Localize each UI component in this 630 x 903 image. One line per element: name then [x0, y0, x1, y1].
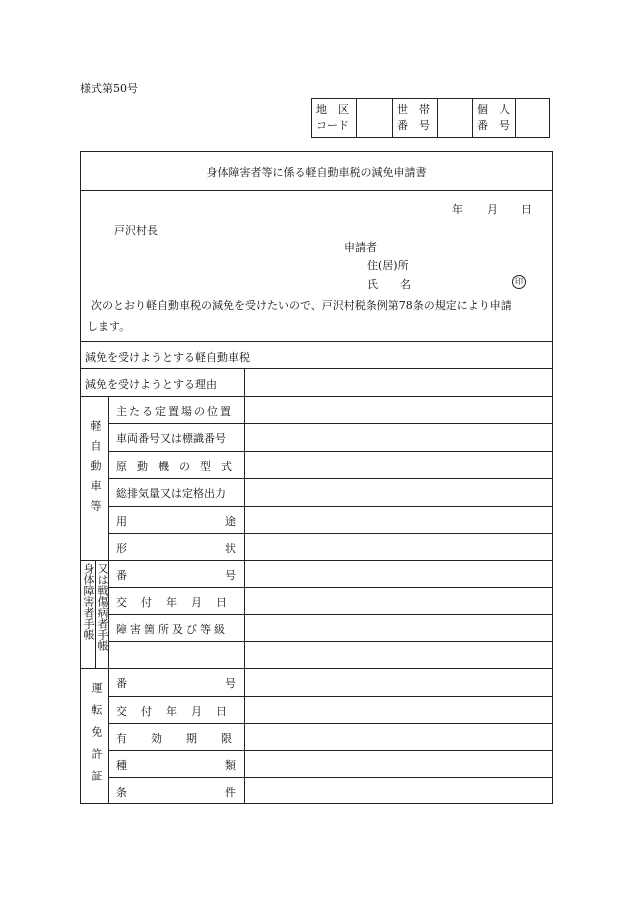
date-month: 月	[487, 203, 498, 216]
vehicle-row-use: 用 途	[116, 515, 236, 528]
handbook-label-left: 身体障害者手帳	[82, 563, 95, 640]
code-box	[311, 98, 550, 138]
reason-label: 減免を受けようとする理由	[85, 378, 217, 391]
vehicle-row-location: 主たる定置場の位置	[116, 405, 233, 418]
name-label: 氏 名	[367, 278, 411, 291]
handbook-row-disability: 障害箇所及び等級	[116, 623, 228, 636]
license-row-type: 種 類	[116, 759, 236, 772]
license-row-expiry: 有効期限	[116, 732, 256, 745]
individual-number-label: 個 人 番 号	[477, 103, 510, 132]
date-day: 日	[521, 203, 532, 216]
handbook-row-number: 番 号	[116, 569, 236, 582]
license-row-conditions: 条 件	[116, 786, 236, 799]
applicant-label: 申請者	[344, 241, 377, 254]
area-code-label: 地 区 コード	[316, 103, 349, 132]
handbook-row-issue-date: 交付年月日	[116, 596, 241, 609]
body-text-line-2: します。	[87, 320, 131, 333]
date-year: 年	[452, 203, 463, 216]
license-row-issue-date: 交付年月日	[116, 705, 241, 718]
vehicle-group-label: 軽自動車等	[89, 420, 102, 520]
address-label: 住(居)所	[367, 259, 409, 272]
addressee: 戸沢村長	[114, 224, 158, 237]
household-number-label: 世 帯 番 号	[397, 103, 430, 132]
license-group-label: 運転免許証	[90, 682, 103, 792]
vehicle-row-plate: 車両番号又は標識番号	[116, 432, 226, 445]
vehicle-row-engine: 原動機の型式	[116, 460, 242, 473]
vehicle-row-shape: 形 状	[116, 542, 236, 555]
vehicle-row-displacement: 総排気量又は定格出力	[116, 487, 226, 500]
application-form	[80, 151, 553, 804]
body-text-line-1: 次のとおり軽自動車税の減免を受けたいので、戸沢村税条例第78条の規定により申請	[91, 299, 512, 312]
seal-mark: 印	[512, 275, 526, 289]
license-row-number: 番 号	[116, 677, 236, 690]
vehicle-tax-label: 減免を受けようとする軽自動車税	[85, 351, 250, 364]
form-title: 身体障害者等に係る軽自動車税の減免申請書	[206, 166, 427, 179]
handbook-label-right: 又は戦傷病者手帳	[96, 563, 109, 651]
form-number: 様式第50号	[80, 82, 138, 95]
